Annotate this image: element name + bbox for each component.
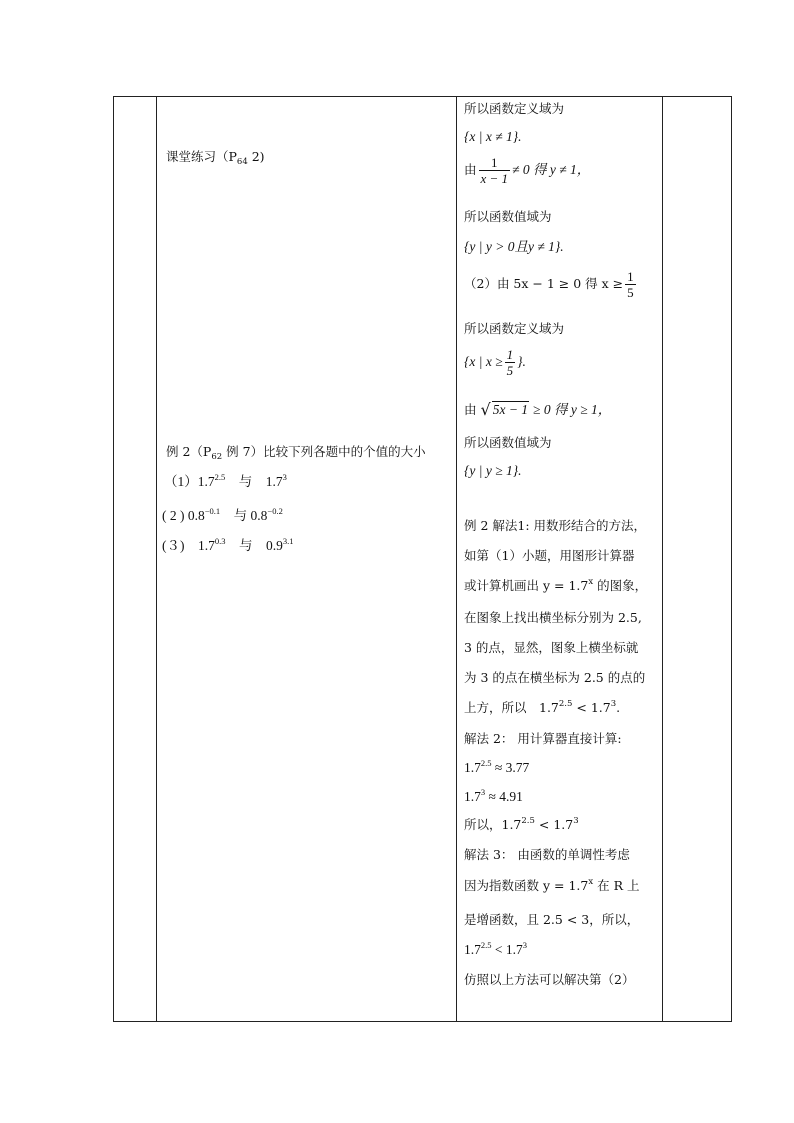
solution-fraction-line: （2）由 5x − 1 ≥ 0 得 x ≥ $\frac{1}{5}$ — [464, 269, 634, 300]
column-divider — [662, 97, 663, 1021]
solution-line: 上方，所以 $1.7^{2.5} < 1.7^3$. — [464, 699, 621, 715]
solution-line: 例 2 解法1: 用数形结合的方法， — [464, 518, 647, 533]
solution-line: 所以函数定义域为 — [464, 321, 565, 336]
radical-sign: √ — [480, 400, 491, 419]
solution-line: 因为指数函数 $y = 1.7^x$ 在 R 上 — [464, 877, 640, 893]
solution-line: 如第（1）小题，用图形计算器 — [464, 548, 635, 563]
solution-line: 在图象上找出横坐标分别为 2.5, — [464, 610, 642, 625]
solution-fraction-line: 由 $\frac{1}{x - 1}$ ≠ 0 得 y ≠ 1， — [464, 155, 591, 186]
solution-sqrt-line: 由 √ 5x − 1 ≥ 0 得 y ≥ 1， — [464, 400, 612, 419]
solution-line: 3 的点，显然，图象上横坐标就 — [464, 640, 639, 655]
solution-line: 仿照以上方法可以解决第（2） — [464, 972, 635, 987]
solution-math: {x | x ≠ 1}. — [464, 129, 522, 144]
exercise-item-1: $(1)1.7^{2.5}$ 与 $1.7^3$ — [164, 472, 287, 489]
solution-line: 所以函数值域为 — [464, 435, 552, 450]
solution-column — [457, 97, 662, 1021]
solution-math: {y | y ≥ 1}. — [464, 463, 522, 478]
solution-line: 或计算机画出 $y = 1.7^x$ 的图象， — [464, 577, 648, 593]
solution-line: 解法 2： 用计算器直接计算: — [464, 731, 622, 746]
example2-heading: 例 $2(P_{62}$ 例 7）比较下列各题中的个值的大小 — [166, 444, 426, 462]
solution-math: $1.7^{2.5} < 1.7^3$ — [464, 940, 527, 957]
exercise-item-2: ( 2 ) $0.8^{-0.1}$ 与 $0.8^{-0.2}$ — [162, 506, 283, 523]
solution-line: 所以函数值域为 — [464, 209, 552, 224]
solution-line: 是增函数，且 2.5 < 3，所以， — [464, 912, 640, 927]
column-divider — [156, 97, 157, 1021]
solution-line: 所以函数定义域为 — [464, 101, 565, 116]
solution-line: 解法 3： 由函数的单调性考虑 — [464, 847, 630, 862]
content-column — [158, 97, 457, 1021]
solution-line: 为 3 的点在横坐标为 2.5 的点的 — [464, 670, 646, 685]
exercise-item-3: (３) $1.7^{0.3}$ 与 $0.9^{3.1}$ — [162, 536, 294, 553]
solution-math: {y | y > 0且y ≠ 1}. — [464, 239, 564, 254]
solution-math: $1.7^3 \approx 4.91$ — [464, 787, 523, 804]
practice-heading: 课堂练习（$P_{64}$ 2) — [166, 149, 265, 167]
solution-line: 所以，$1.7^{2.5} < 1.7^3$ — [464, 816, 579, 832]
solution-fraction-line: {x | x ≥ $\frac{1}{5}$ }. — [464, 347, 526, 379]
lesson-table — [113, 96, 732, 1022]
solution-math: $1.7^{2.5} \approx 3.77$ — [464, 758, 530, 775]
